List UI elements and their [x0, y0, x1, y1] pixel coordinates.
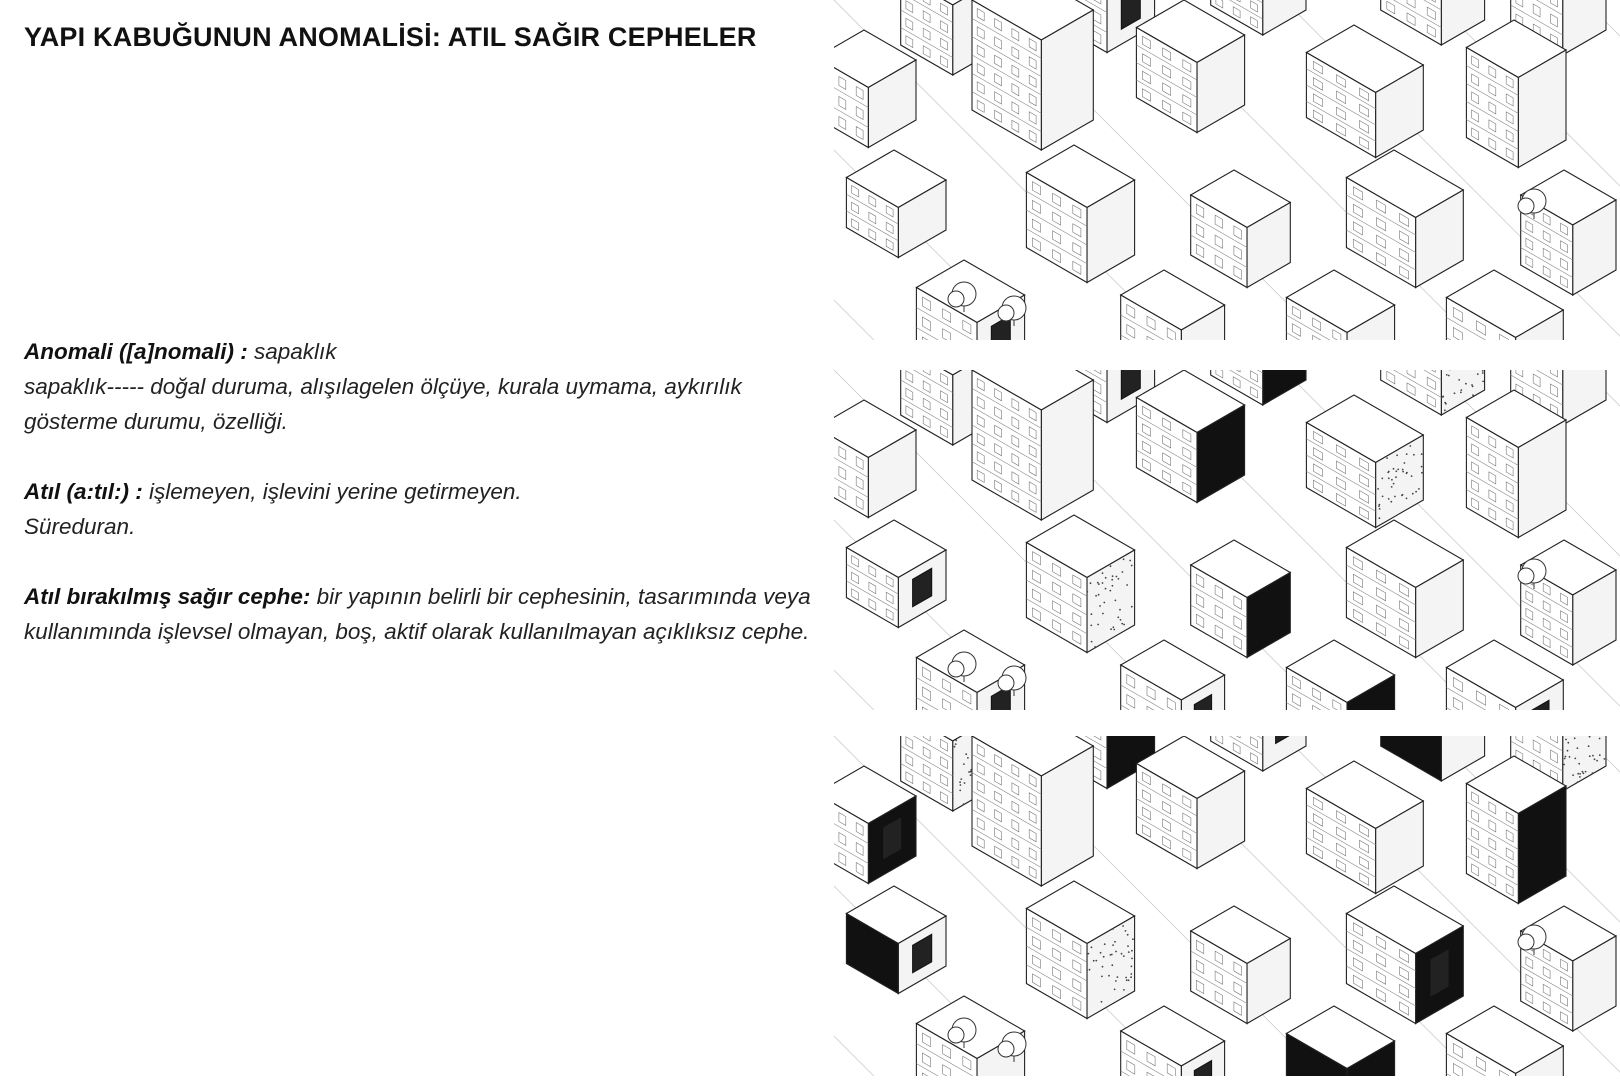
building	[1346, 520, 1463, 658]
term-anomali: Anomali ([a]nomali) :	[24, 339, 248, 364]
building	[1306, 395, 1423, 528]
building	[1136, 0, 1244, 133]
definition-anomali	[24, 334, 814, 439]
building	[1121, 640, 1225, 710]
building	[1191, 170, 1291, 288]
illustration-before	[834, 0, 1620, 340]
building	[1026, 145, 1134, 283]
definition-sagir-cephe	[24, 579, 814, 649]
illustration-intervention	[834, 736, 1620, 1076]
atil-extra: Süreduran.	[24, 514, 136, 539]
building	[1121, 270, 1225, 340]
building	[1381, 370, 1485, 415]
definitions	[24, 334, 814, 684]
building	[1286, 270, 1394, 340]
term-atil: Atıl (a:tıl:) :	[24, 479, 143, 504]
building	[1346, 886, 1463, 1024]
axonometric-city-icon	[834, 0, 1620, 340]
building	[972, 736, 1093, 886]
building	[972, 0, 1093, 150]
building	[1466, 20, 1566, 168]
building	[1446, 640, 1563, 710]
building	[972, 370, 1093, 520]
building	[1026, 515, 1134, 653]
building	[1381, 0, 1485, 45]
anomali-long: sapaklık----- doğal duruma, alışılagelen ölçüye, kurala uymama, aykırılık gösterme durumu, özelliği.	[24, 374, 742, 434]
anomali-short: sapaklık	[247, 339, 337, 364]
building	[1446, 270, 1563, 340]
building	[1136, 736, 1244, 869]
building	[834, 30, 916, 148]
building	[1286, 1006, 1394, 1076]
building	[1286, 640, 1394, 710]
building	[1346, 150, 1463, 288]
page-title: YAPI KABUĞUNUN ANOMALİSİ: ATIL SAĞIR CEPHELER	[24, 22, 757, 52]
building	[846, 886, 946, 994]
building	[1136, 370, 1244, 503]
building	[1191, 906, 1291, 1024]
building	[1191, 540, 1291, 658]
axonometric-city-icon	[834, 370, 1620, 710]
building	[1306, 25, 1423, 158]
definition-atil	[24, 474, 814, 544]
building	[1466, 390, 1566, 538]
building	[1466, 756, 1566, 904]
building	[834, 766, 916, 884]
building	[1121, 1006, 1225, 1076]
building	[834, 400, 916, 518]
building	[1381, 736, 1485, 781]
building	[1306, 761, 1423, 894]
atil-desc: işlemeyen, işlevini yerine getirmeyen.	[142, 479, 522, 504]
sagir-cephe-desc: bir yapının belirli bir cephesinin, tasarımında veya kullanımında işlevsel olmayan, boş, aktif olarak kullanılmayan açıklıksız cephe.	[24, 584, 811, 644]
axonometric-city-icon	[834, 736, 1620, 1076]
illustration-anomaly	[834, 370, 1620, 710]
building	[846, 150, 946, 258]
building	[846, 520, 946, 628]
term-sagir-cephe: Atıl bırakılmış sağır cephe:	[24, 584, 311, 609]
building	[1026, 881, 1134, 1019]
building	[1446, 1006, 1563, 1076]
